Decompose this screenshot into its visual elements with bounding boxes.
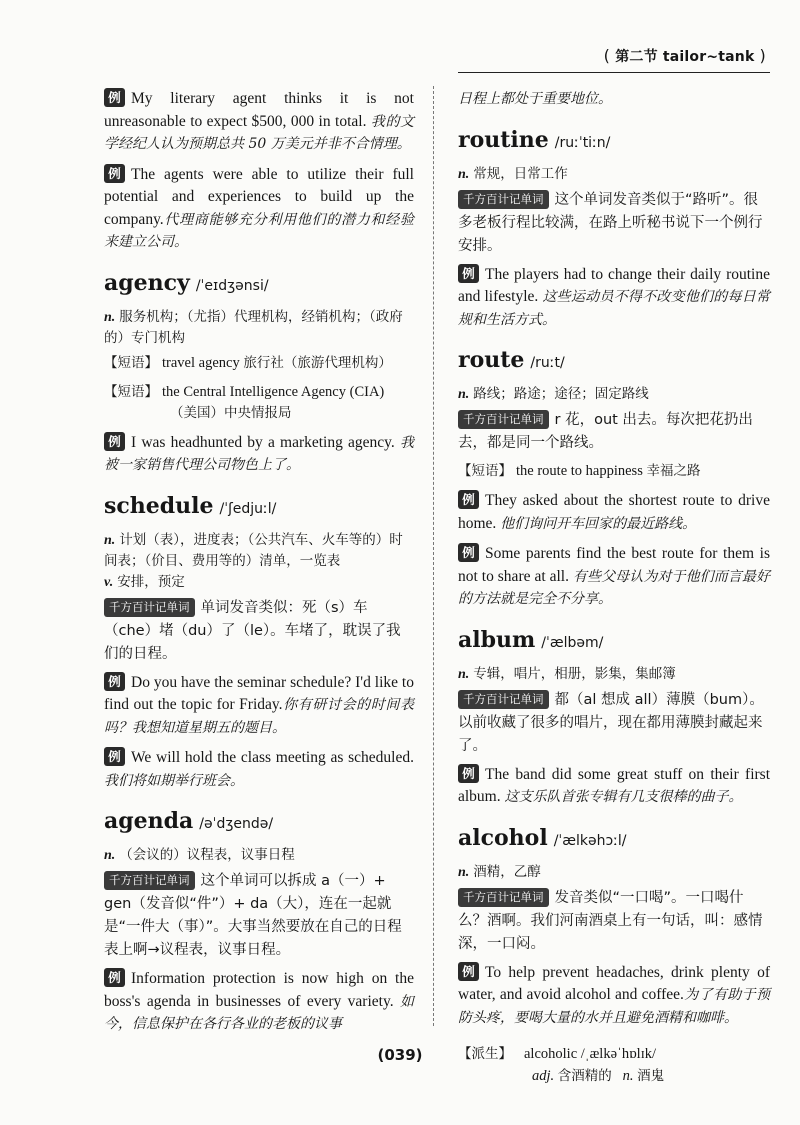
example-sentence: 例 Information protection is now high on the boss's agenda in businesses of every variety. 如今，信息保护在各行各业的老板的议事 xyxy=(104,970,415,1032)
page-number: (039) xyxy=(377,1046,423,1064)
definition: n. 计划（表），进度表；（公共汽车、火车等的）时间表；（价目、费用等的）清单，一览表 v. 安排，预定 xyxy=(104,531,403,590)
example-sentence: 例 The players had to change their daily routine and lifestyle. 这些运动员不得不改变他们的每日常规和生活方式。 xyxy=(458,265,771,328)
example-badge: 例 xyxy=(458,543,479,562)
entry-agency xyxy=(104,268,414,301)
entry-alcohol xyxy=(458,823,770,856)
phonetic: /ˈælbəm/ xyxy=(541,634,604,651)
continued-text: 日程上都处于重要地位。 xyxy=(458,91,612,107)
definition: n. 常规，日常工作 xyxy=(458,165,568,182)
entry-agenda xyxy=(104,806,414,839)
memory-tip: 千方百计记单词 这个单词发音类似于“路听”。很多老板行程比较满，在路上听秘书说下一个例行安排。 xyxy=(458,191,763,254)
memory-tip: 千方百计记单词 都（al 想成 all）薄膜（bum）。以前收藏了很多的唱片，现在都用薄膜封藏起来了。 xyxy=(458,691,764,754)
phonetic: /ˈælkəhɔːl/ xyxy=(553,832,627,849)
definition: n. 专辑，唱片，相册，影集，集邮簿 xyxy=(458,665,676,682)
derivative: 【派生】 alcoholic /ˌælkəˈhɒlɪk/ adj. 含酒精的 n. 酒鬼 xyxy=(458,1046,665,1084)
entry-schedule xyxy=(104,491,414,524)
phonetic: /ˈʃedjuːl/ xyxy=(219,500,277,517)
definition: n. 路线；路途；途径；固定路线 xyxy=(458,386,649,402)
memory-badge: 千方百计记单词 xyxy=(458,690,549,709)
memory-badge: 千方百计记单词 xyxy=(104,598,195,617)
example-sentence: 例 I was headhunted by a marketing agency. 我被一家销售代理公司物色上了。 xyxy=(104,433,414,473)
example-badge: 例 xyxy=(104,432,125,451)
headword: routine xyxy=(458,126,549,153)
phrase: 【短语】 travel agency 旅行社（旅游代理机构） xyxy=(104,354,392,371)
example-badge: 例 xyxy=(458,264,479,283)
definition: n. （会议的）议程表，议事日程 xyxy=(104,847,295,863)
memory-badge: 千方百计记单词 xyxy=(458,410,549,429)
section-header: ( 第二节 tailor~tank ) xyxy=(603,46,766,65)
example-badge: 例 xyxy=(104,968,125,987)
phrase: 【短语】 the route to happiness 幸福之路 xyxy=(458,463,701,479)
memory-badge: 千方百计记单词 xyxy=(458,190,549,209)
example-sentence: 例 Some parents find the best route for them is not to share at all. 有些父母认为对于他们而言最好的方法就是完全不分享。 xyxy=(458,545,771,607)
example-badge: 例 xyxy=(458,962,479,981)
headword: album xyxy=(458,626,536,653)
memory-badge: 千方百计记单词 xyxy=(458,888,549,907)
example-sentence: 例 We will hold the class meeting as scheduled. 我们将如期举行班会。 xyxy=(104,749,414,789)
headword: alcohol xyxy=(458,824,548,851)
phonetic: /ˈeɪdʒənsi/ xyxy=(195,277,269,294)
example-sentence: 例 My literary agent thinks it is not unreasonable to expect $500, 000 in total. 我的文学经纪人认为预期总共 50 万美元并非不合情理。 xyxy=(104,90,414,152)
example-badge: 例 xyxy=(458,764,479,783)
definition: n. 服务机构；（尤指）代理机构，经销机构；（政府的）专门机构 xyxy=(104,308,403,346)
example-sentence: 例 The agents were able to utilize their full potential and experiences to build up the company.代理商能够充分利用他们的潜力和经验来建立公司。 xyxy=(104,165,414,250)
example-sentence: 例 They asked about the shortest route to drive home. 他们询问开车回家的最近路线。 xyxy=(458,492,770,532)
entry-album xyxy=(458,625,770,658)
example-badge: 例 xyxy=(104,747,125,766)
definition: n. 酒精，乙醇 xyxy=(458,863,541,880)
example-badge: 例 xyxy=(458,490,479,509)
headword: schedule xyxy=(104,492,214,519)
memory-tip: 千方百计记单词 这个单词可以拆成 a（一）+ gen（发音似“件”）+ da（大），连在一起就是“一件大（事）”。大事当然要放在自己的日程表上啊→议程表，议事日程。 xyxy=(104,873,402,958)
phonetic: /ruːt/ xyxy=(530,355,565,371)
example-sentence: 例 To help prevent headaches, drink plenty of water, and avoid alcohol and coffee.为了有助于预防头疼，要喝大量的水并且避免酒精和咖啡。 xyxy=(458,963,771,1026)
entry-routine xyxy=(458,125,770,158)
example-sentence: 例 The band did some great stuff on their first album. 这支乐队首张专辑有几支很棒的曲子。 xyxy=(458,765,770,805)
memory-tip: 千方百计记单词 单词发音类似：死（s）车（che）堵（du）了（le）。车堵了，耽误了我们的日程。 xyxy=(104,599,401,662)
section-title: 第二节 tailor~tank xyxy=(615,49,755,65)
headword: agenda xyxy=(104,808,194,834)
example-badge: 例 xyxy=(104,88,125,107)
derivative-word: alcoholic xyxy=(524,1046,578,1062)
memory-tip: 千方百计记单词 r 花，out 出去。每次把花扔出去，都是同一个路线。 xyxy=(458,412,753,451)
phonetic: /ruːˈtiːn/ xyxy=(554,134,611,151)
left-column xyxy=(104,86,414,1044)
headword: route xyxy=(458,347,525,373)
phonetic: /əˈdʒendə/ xyxy=(199,816,274,832)
entry-route xyxy=(458,345,770,378)
example-sentence: 例 Do you have the seminar schedule? I'd like to find out the topic for Friday.你有研讨会的时间表吗？我想知道星期五的题目。 xyxy=(104,673,414,736)
column-divider xyxy=(433,86,434,1026)
example-badge: 例 xyxy=(104,672,125,691)
header-rule xyxy=(458,72,770,73)
right-column xyxy=(458,86,770,1087)
memory-badge: 千方百计记单词 xyxy=(104,871,195,890)
example-badge: 例 xyxy=(104,164,125,183)
memory-tip: 千方百计记单词 发音类似“一口喝”。一口喝什么？酒啊。我们河南酒桌上有一句话，叫：感情深，一口闷。 xyxy=(458,889,763,952)
headword: agency xyxy=(104,269,190,296)
phrase: 【短语】 the Central Intelligence Agency (CIA) （美国）中央情报局 xyxy=(104,383,385,421)
phonetic: /ˌælkəˈhɒlɪk/ xyxy=(580,1046,657,1062)
